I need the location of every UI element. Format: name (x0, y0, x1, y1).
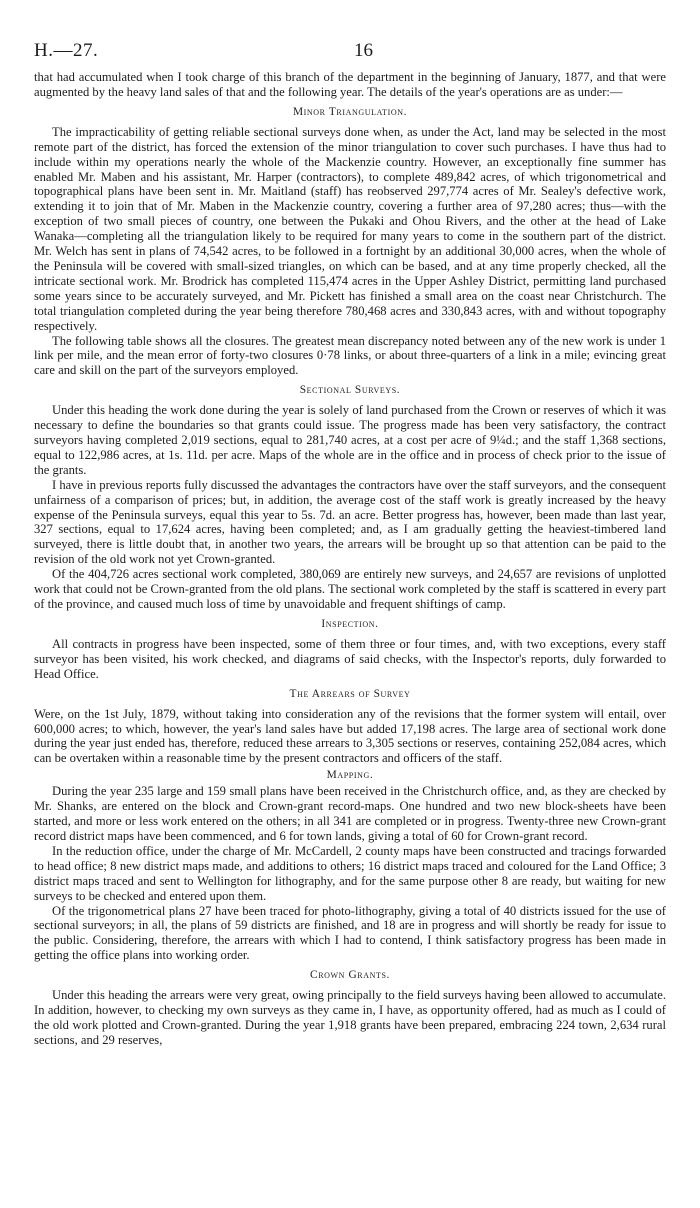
section-heading: Inspection. (321, 617, 379, 630)
paragraph: Of the 404,726 acres sectional work completed, 380,069 are entirely new surveys, and 24,657 are revisions of unplotted work that could not be Crown-granted from the old plans. The sectional work completed by the staff is scattered in every part of the province, and caused much loss of time by unavoidable and frequent shiftings of camp. (34, 567, 666, 611)
section-heading: Minor Triangulation. (292, 105, 408, 118)
paragraph: that had accumulated when I took charge of this branch of the department in the beginning of January, 1877, and that were augmented by the heavy land sales of that and the following year. The details of the year's operations are as under:— (34, 70, 666, 99)
paragraph: During the year 235 large and 159 small plans have been received in the Christchurch office, and, as they are checked by Mr. Shanks, are entered on the block and Crown-grant record-maps. One hundred and two new block-sheets have been started, and more or less work entered on the others; in all 341 are completed or in progress. Twenty-three new Crown-grant record district maps have been commenced, and 6 for town lands, giving a total of 60 for Crown-grant record. (34, 784, 666, 843)
paragraph: The impracticability of getting reliable sectional surveys done when, as under the Act, land may be selected in the most remote part of the district, has forced the extension of the minor triangulation to cover such purchases. I have thus had to include within my operations nearly the whole of the Mackenzie country. However, an exceptionally fine summer has enabled Mr. Maben and his assistant, Mr. Harper (contractors), to complete 489,842 acres, of which trigonometrical and topographical plans have been sent in. Mr. Maitland (staff) has reobserved 297,774 acres of Mr. Sealey's defective work, extending it to join that of Mr. Maben in the Mackenzie country, covering a further area of 97,280 acres; thus—with the exception of two small pieces of country, one between the Pukaki and Ohou Rivers, and the other at the head of Lake Wanaka—completing all the triangulation likely to be required for many years to come in the southern part of the district. Mr. Welch has sent in plans of 74,542 acres, to be followed in a fortnight by an additional 30,000 acres, when the whole of the Peninsula will be covered with small-sized triangles, on which can be based, and at any time properly checked, all the intricate sectional work. Mr. Brodrick has completed 115,474 acres in the Upper Ashley District, permitting land purchased some years since to be accurately surveyed, and Mr. Pickett has finished a small area on the coast near Christchurch. The total triangulation completed during the year being therefore 780,468 acres and 330,843 acres, with and without topography respectively. (34, 124, 666, 333)
paragraph: All contracts in progress have been inspected, some of them three or four times, and, with two exceptions, every staff surveyor has been visited, his work checked, and diagrams of said checks, with the Inspector's reports, duly forwarded to Head Office. (34, 636, 666, 681)
paragraph: Were, on the 1st July, 1879, without taking into consideration any of the revisions that the former system will entail, over 600,000 acres; to which, however, the year's land sales have but added 17,198 acres. The large area of sectional work done during the year just ended has, therefore, reduced these arrears to 3,305 sections or reserves, containing 252,084 acres, which can be overtaken within a reasonable time by the present contractors and officers of the staff. (34, 706, 666, 766)
page-number: 16 (354, 40, 373, 61)
section-heading: Mapping. (326, 769, 374, 782)
section-heading: Crown Grants. (310, 969, 390, 982)
paragraph: Under this heading the work done during the year is solely of land purchased from the Crown or reserves of which it was necessary to define the boundaries so that grants could issue. The progress made has been very satisfactory, the contract surveyors having completed 2,019 sections, equal to 281,740 acres, at a cost per acre of 9¼d.; and the staff 1,368 sections, equal to 122,986 acres, at 1s. 11d. per acre. Maps of the whole are in the office and in process of check prior to the issue of the grants. (34, 403, 666, 477)
document-body (34, 70, 666, 1048)
paragraph: Under this heading the arrears were very great, owing principally to the field surveys having been allowed to accumulate. In addition, however, to checking my own surveys as they came in, I have, as opportunity offered, had as much as I could of the old work plotted and Crown-granted. During the year 1,918 grants have been prepared, embracing 224 town, 2,634 rural sections, and 29 reserves, (34, 988, 666, 1047)
document-page (34, 40, 666, 1048)
section-heading: The Arrears of Survey (289, 687, 411, 700)
paragraph: The following table shows all the closures. The greatest mean discrepancy noted between any of the new work is under 1 link per mile, and the mean error of forty-two closures 0·78 links, or about three-quarters of a link in a mile; evincing great care and skill on the part of the surveyors employed. (34, 333, 666, 378)
page-header (34, 40, 666, 70)
paragraph: I have in previous reports fully discussed the advantages the contractors have over the staff surveyors, and the consequent unfairness of a comparison of prices; but, in addition, the average cost of the staff work is greatly increased by the heavy expense of the Peninsula surveys, equal this year to 5s. 7d. an acre. Better progress has, however, been made than last year, 327 sections, equal to 17,624 acres, having been completed; and, as I am gradually getting the heaviest-timbered land surveyed, there is little doubt that, in another two years, the arrears will be brought up so that attention can be paid to the revision of the old work not yet Crown-granted. (34, 477, 666, 567)
paragraph: In the reduction office, under the charge of Mr. McCardell, 2 county maps have been constructed and tracings forwarded to head office; 8 new district maps made, and additions to others; 16 district maps traced and coloured for the Land Office; 3 district maps traced and sent to Wellington for lithography, and for the same purpose other 8 are ready, but waiting for new surveys to be checked and entered upon them. (34, 843, 666, 903)
paragraph: Of the trigonometrical plans 27 have been traced for photo-lithography, giving a total of 40 districts issued for the use of sectional surveyors; in all, the plans of 59 districts are finished, and 18 are in progress and will shortly be ready for issue to the public. Considering, therefore, the arrears with which I had to contend, I think satisfactory progress has been made in getting the office plans into working order. (34, 903, 666, 963)
section-heading: Sectional Surveys. (299, 384, 401, 397)
report-reference: H.—27. (34, 40, 99, 61)
